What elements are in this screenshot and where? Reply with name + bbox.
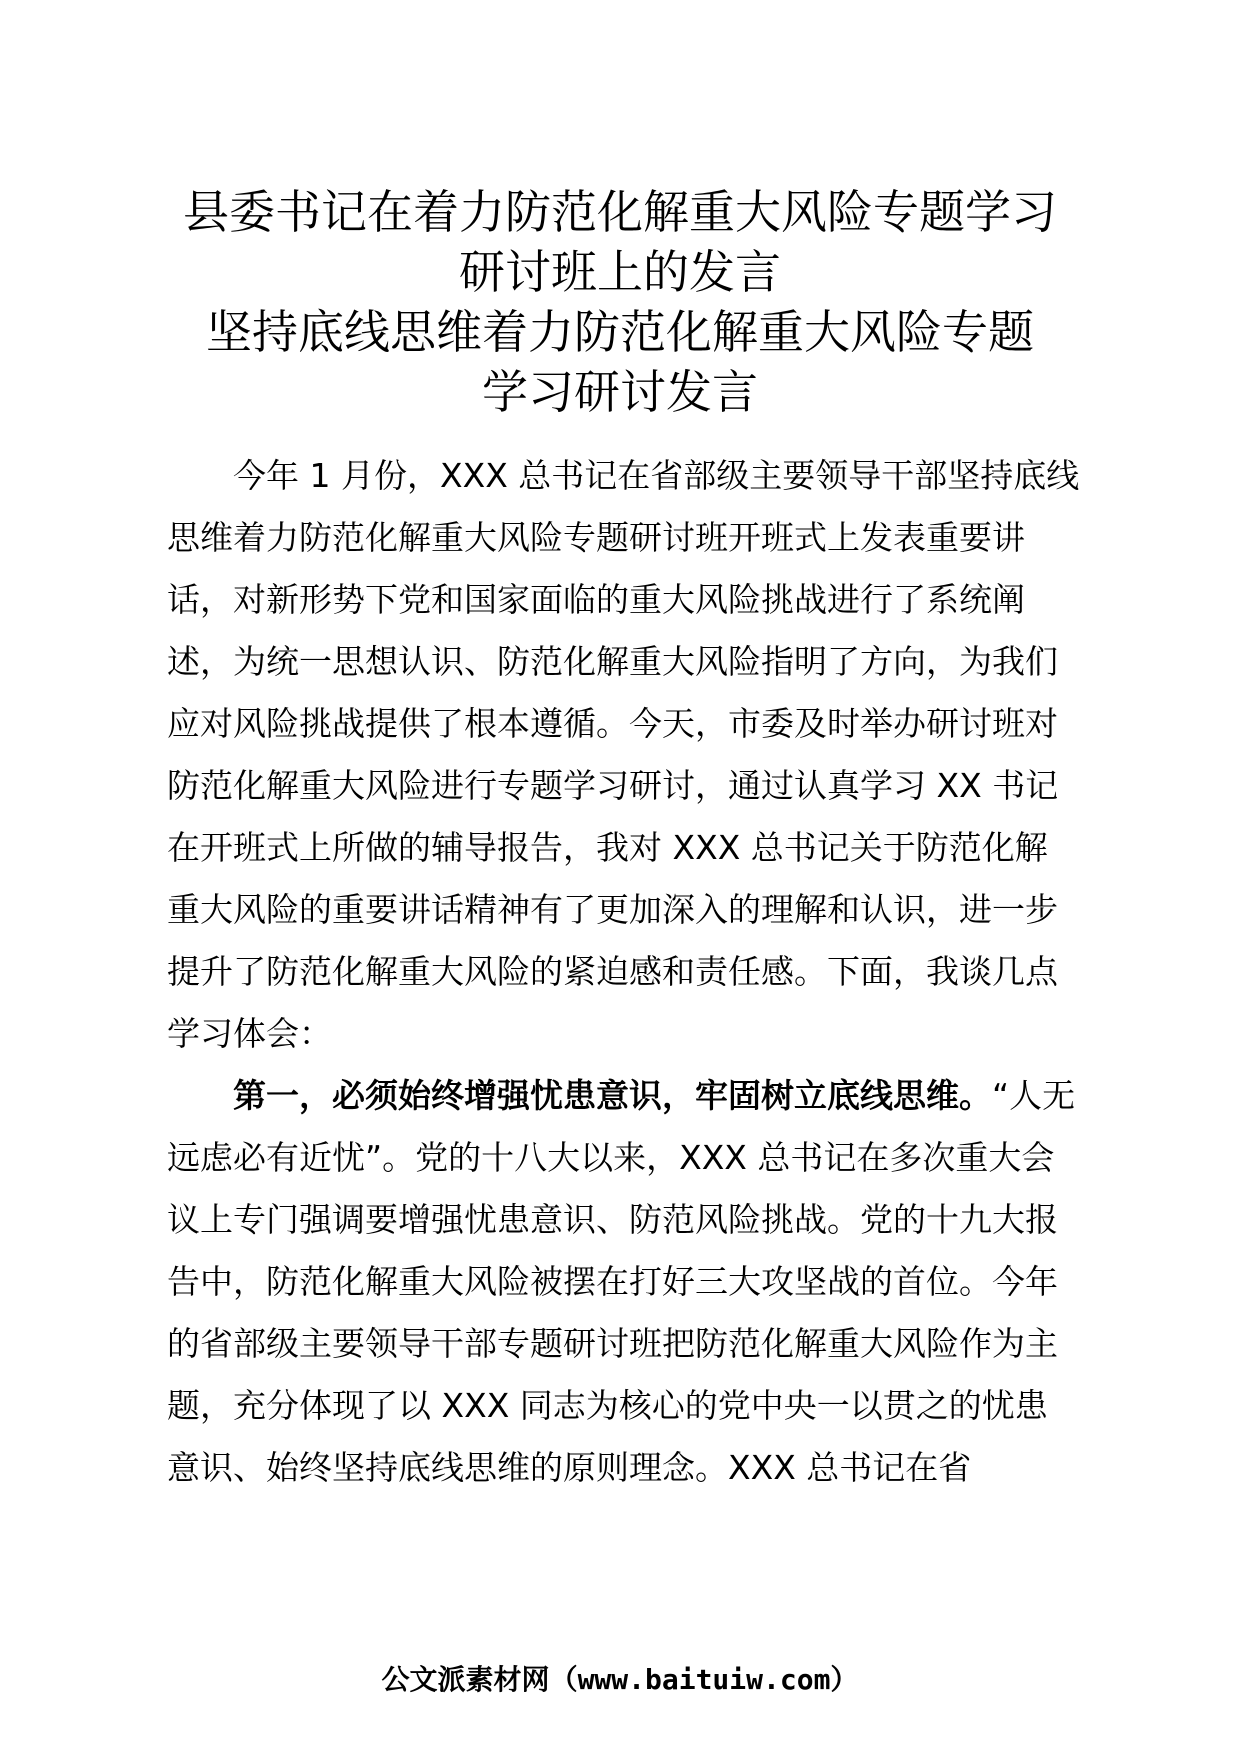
subtitle-line-1: 坚持底线思维着力防范化解重大风险专题 (206, 305, 1034, 359)
page-footer (0, 1660, 1240, 1700)
paragraph-point-one-heading: 第一，必须始终增强忧患意识，牢固树立底线思维。 (233, 1076, 992, 1115)
title-line-1: 县委书记在着力防范化解重大风险专题学习 (183, 185, 1057, 239)
footer-url: （www.baituiw.com） (549, 1663, 859, 1696)
paragraph-intro (167, 445, 1080, 1065)
document-title (150, 182, 1090, 422)
title-line-2: 研讨班上的发言 (459, 245, 781, 299)
paragraph-point-one (167, 1065, 1080, 1499)
paragraph-intro-text: 今年 1 月份，XXX 总书记在省部级主要领导干部坚持底线思维着力防范化解重大风险专题研讨班开班式上发表重要讲话，对新形势下党和国家面临的重大风险挑战进行了系统阐述，为统一思想认识、防范化解重大风险指明了方向，为我们应对风险挑战提供了根本遵循。今天，市委及时举办研讨班对防范化解重大风险进行专题学习研讨，通过认真学习 XX 书记在开班式上所做的辅导报告，我对 XXX 总书记关于防范化解重大风险的重要讲话精神有了更加深入的理解和认识，进一步提升了防范化解重大风险的紧迫感和责任感。下面，我谈几点学习体会： (167, 456, 1080, 1053)
document-body (167, 445, 1080, 1499)
paragraph-point-one-text: “人无远虑必有近忧”。党的十八大以来，XXX 总书记在多次重大会议上专门强调要增强忧患意识、防范风险挑战。党的十九大报告中，防范化解重大风险被摆在打好三大攻坚战的首位。今年的省部级主要领导干部专题研讨班把防范化解重大风险作为主题，充分体现了以 XXX 同志为核心的党中央一以贯之的忧患意识、始终坚持底线思维的原则理念。XXX 总书记在省 (167, 1076, 1076, 1487)
subtitle-line-2: 学习研讨发言 (482, 365, 758, 419)
footer-site-name: 公文派素材网 (381, 1663, 550, 1696)
